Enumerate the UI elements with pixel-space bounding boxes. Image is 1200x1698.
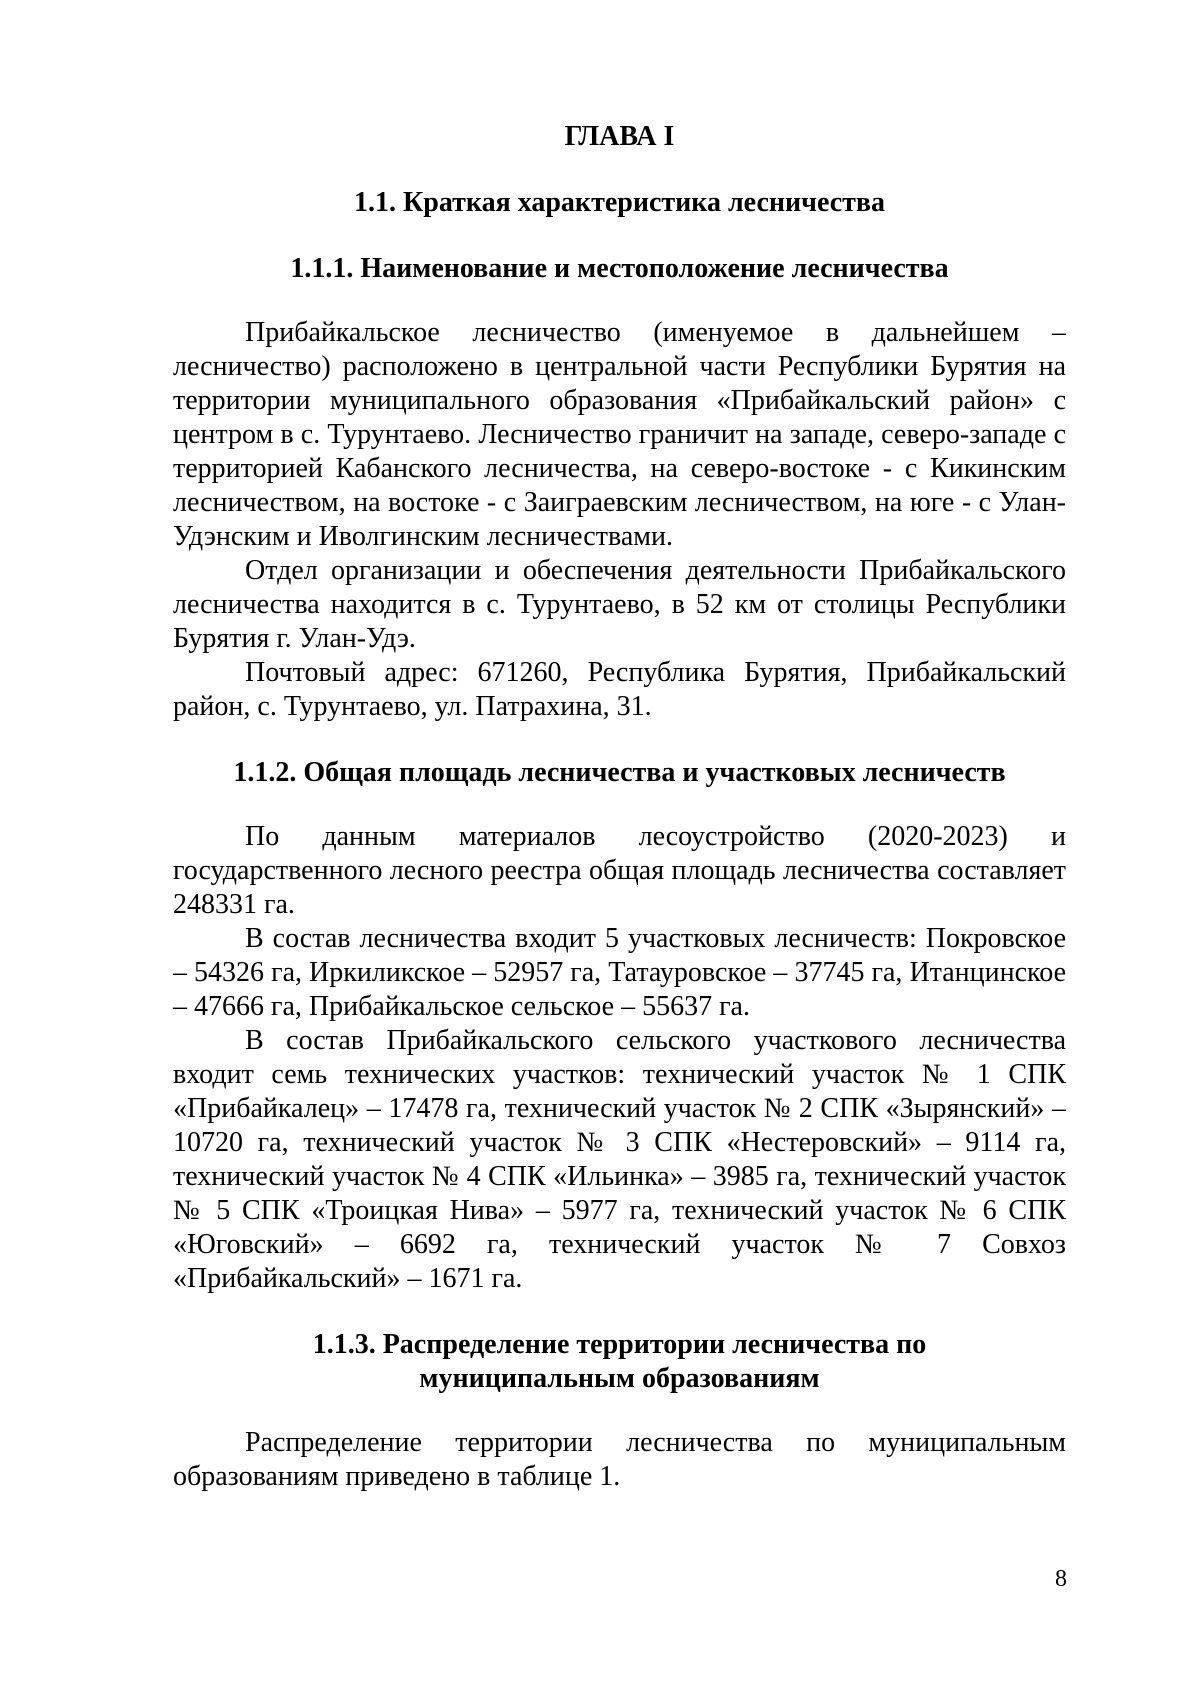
paragraph-location: Прибайкальское лесничество (именуемое в дальнейшем – лесничество) расположено в центральной части Республики Бурятия на территории муниципального образования «Прибайкальский район» с центром в с. Турунтаево. Лесничество граничит на западе, северо-западе с территорией Кабанского лесничества, на северо-востоке - с Кикинским лесничеством, на востоке - с Заиграевским лесничеством, на юге - с Улан-Удэнским и Иволгинским лесничествами. (173, 317, 1066, 552)
section-heading-1-1: 1.1. Краткая характеристика лесничества (353, 187, 886, 218)
paragraph-technical-sites: В состав Прибайкальского сельского участкового лесничества входит семь технических участков: технический участок № 1 СПК «Прибайкалец» – 17478 га, технический участок № 2 СПК «Зырянский» – 10720 га, технический участок № 3 СПК «Нестеровский» – 9114 га, технический участок № 4 СПК «Ильинка» – 3985 га, технический участок № 5 СПК «Троицкая Нива» – 5977 га, технический участок № 6 СПК «Юговский» – 6692 га, технический участок № 7 Совхоз «Прибайкальский» – 1671 га. (173, 1025, 1066, 1294)
paragraph-district-forestries: В состав лесничества входит 5 участковых лесничеств: Покровское – 54326 га, Иркиликское – 52957 га, Татауровское – 37745 га, Итанцинское – 47666 га, Прибайкальское сельское – 55637 га. (173, 923, 1066, 1022)
paragraph-total-area: По данным материалов лесоустройство (2020-2023) и государственного лесного реестра общая площадь лесничества составляет 248331 га. (173, 821, 1066, 920)
section-heading-1-1-3-line-2: муниципальным образованиям (419, 1363, 820, 1394)
paragraph-postal-address: Почтовый адрес: 671260, Республика Бурятия, Прибайкальский район, с. Турунтаево, ул. Патрахина, 31. (173, 657, 1066, 722)
section-heading-1-1-3 (173, 1328, 1066, 1396)
section-heading-1-1-3-line-1: 1.1.3. Распределение территории лесничества по (312, 1329, 927, 1360)
paragraph-office: Отдел организации и обеспечения деятельности Прибайкальского лесничества находится в с. Турунтаево, в 52 км от столицы Республики Бурятия г. Улан-Удэ. (173, 555, 1066, 654)
page-number: 8 (1055, 1566, 1067, 1592)
paragraph-distribution: Распределение территории лесничества по муниципальным образованиям приведено в таблице 1. (173, 1427, 1066, 1492)
section-heading-1-1-1: 1.1.1. Наименование и местоположение лесничества (290, 253, 949, 284)
section-heading-1-1-2: 1.1.2. Общая площадь лесничества и участковых лесничеств (233, 757, 1006, 788)
chapter-title: ГЛАВА I (564, 121, 675, 152)
page-content (173, 100, 1066, 1494)
